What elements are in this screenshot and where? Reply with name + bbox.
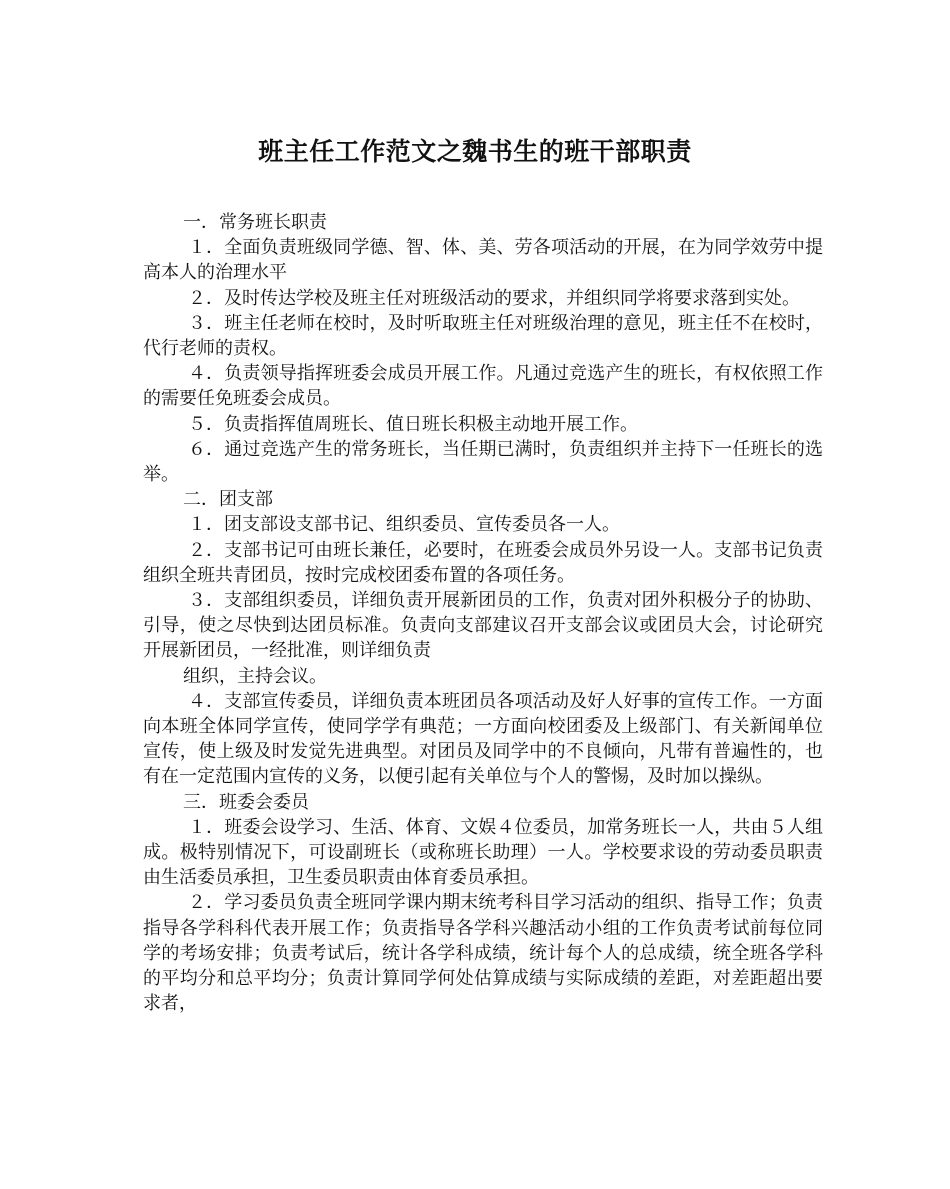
paragraph: １．全面负责班级同学德、智、体、美、劳各项活动的开展，在为同学效劳中提高本人的治理水平 <box>143 237 823 284</box>
paragraph: ２．学习委员负责全班同学课内期末统考科目学习活动的组织、指导工作；负责指导各学科科代表开展工作；负责指导各学科兴趣活动小组的工作负责考试前每位同学的考场安排；负责考试后，统计各学科成绩，统计每个人的总成绩，统全班各学科的平均分和总平均分；负责计算同学何处估算成绩与实际成绩的差距，对差距超出要求者， <box>143 892 823 1015</box>
paragraph: １．团支部设支部书记、组织委员、宣传委员各一人。 <box>188 514 620 536</box>
document-body <box>143 210 823 1017</box>
paragraph: ５．负责指挥值周班长、值日班长积极主动地开展工作。 <box>188 413 638 435</box>
section-heading: 三．班委会委员 <box>183 791 309 813</box>
paragraph-continuation: 组织，主持会议。 <box>183 665 327 687</box>
section-heading: 一．常务班长职责 <box>183 212 327 233</box>
paragraph: ４．支部宣传委员，详细负责本班团员各项活动及好人好事的宣传工作。一方面向本班全体同学宣传，使同学学有典范；一方面向校团委及上级部门、有关新闻单位宣传，使上级及时发觉先进典型。对团员及同学中的不良倾向，凡带有普遍性的，也有在一定范围内宣传的义务，以便引起有关单位与个人的警惕，及时加以操纵。 <box>143 690 823 788</box>
paragraph: ２．支部书记可由班长兼任，必要时，在班委会成员外另设一人。支部书记负责组织全班共青团员，按时完成校团委布置的各项任务。 <box>143 539 823 586</box>
paragraph: １．班委会设学习、生活、体育、文娱４位委员，加常务班长一人，共由５人组成。极特别情况下，可设副班长（或称班长助理）一人。学校要求设的劳动委员职责由生活委员承担，卫生委员职责由体育委员承担。 <box>143 816 823 889</box>
paragraph: ６．通过竞选产生的常务班长，当任期已满时，负责组织并主持下一任班长的选举。 <box>143 438 823 486</box>
paragraph: ４．负责领导指挥班委会成员开展工作。凡通过竞选产生的班长，有权依照工作的需要任免班委会成员。 <box>143 363 823 410</box>
paragraph: ２．及时传达学校及班主任对班级活动的要求，并组织同学将要求落到实处。 <box>188 287 800 309</box>
paragraph: ３．班主任老师在校时，及时听取班主任对班级治理的意见，班主任不在校时，代行老师的责权。 <box>143 312 823 360</box>
document-title: 班主任工作范文之魏书生的班干部职责 <box>258 137 692 166</box>
section-heading: 二．团支部 <box>183 489 273 511</box>
paragraph: ３．支部组织委员，详细负责开展新团员的工作，负责对团外积极分子的协助、引导，使之尽快到达团员标准。负责向支部建议召开支部会议或团员大会，讨论研究开展新团员，一经批准，则详细负责 <box>143 590 823 662</box>
